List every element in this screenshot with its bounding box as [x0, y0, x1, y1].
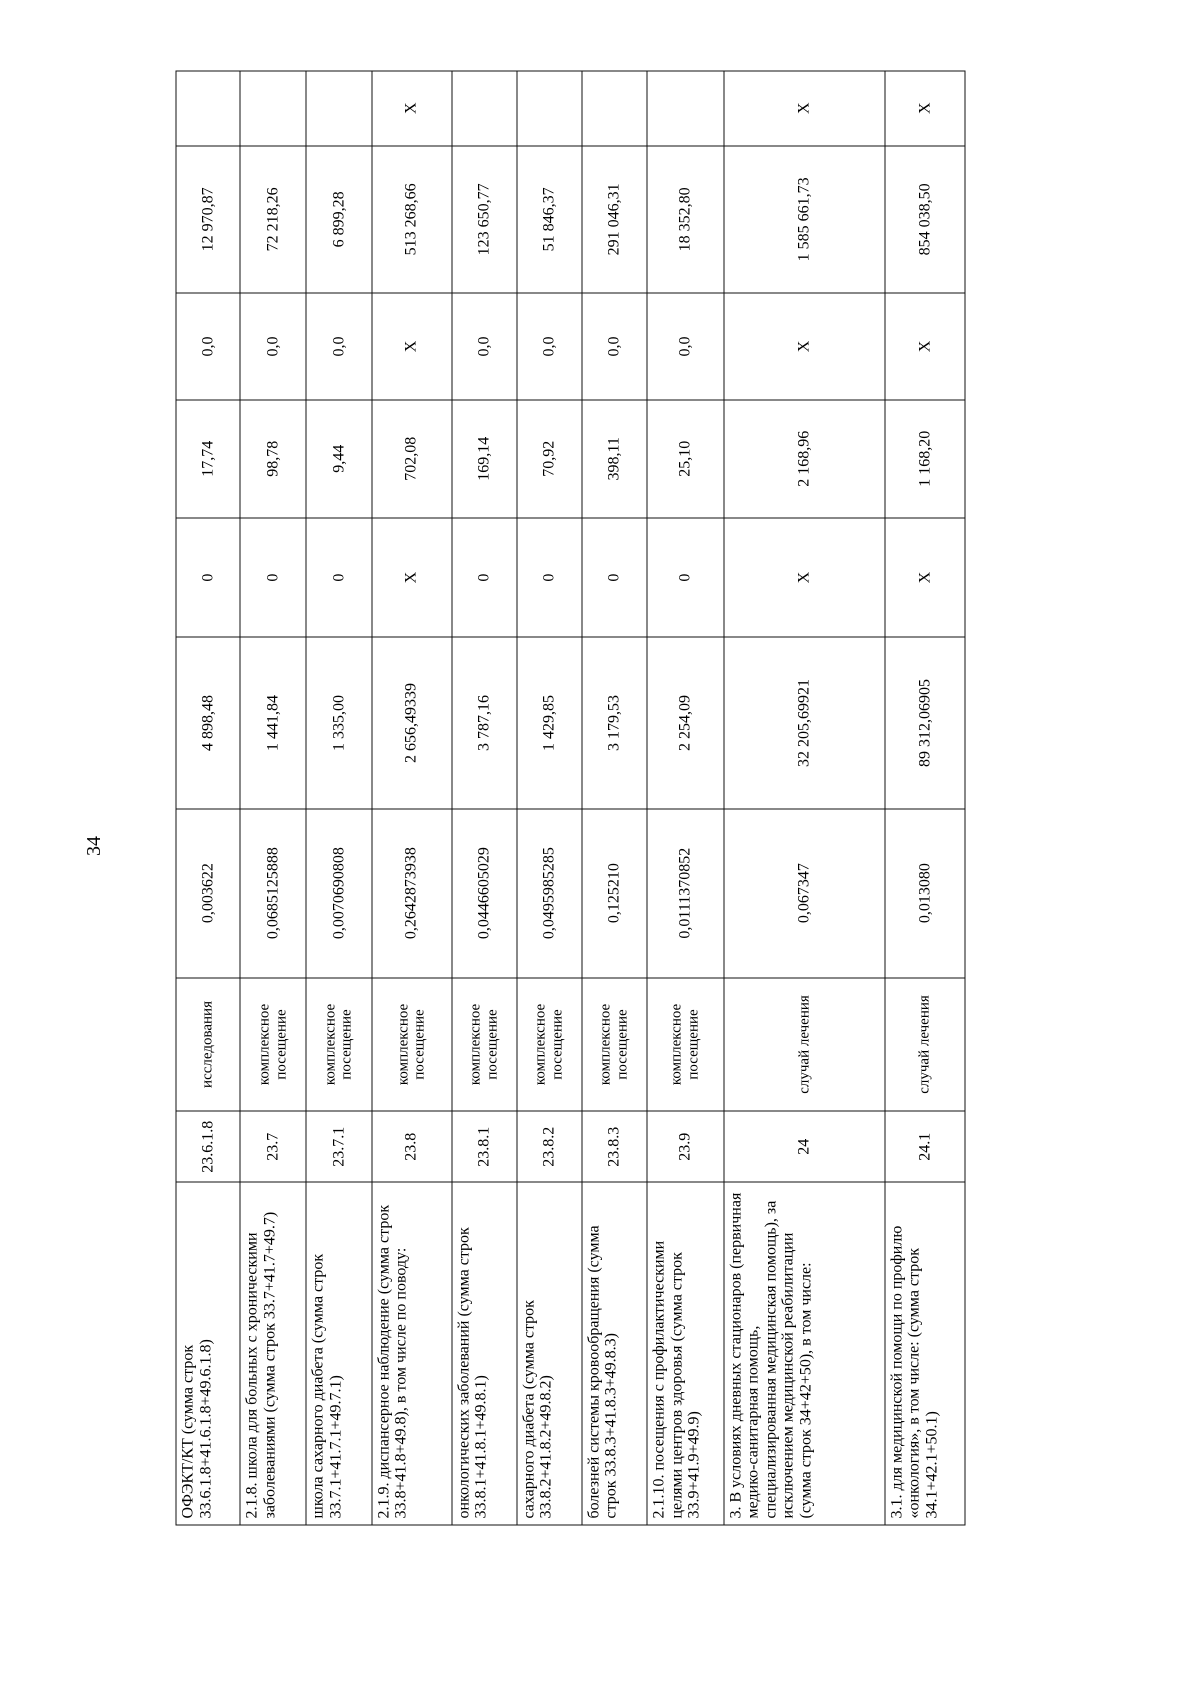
row-code-cell: 23.8.3: [581, 1111, 646, 1182]
per-capita-oms-cell: 1 168,20: [884, 399, 964, 517]
per-capita-budget-cell: 0: [240, 517, 306, 636]
table-row: [884, 71, 964, 1525]
cost-oms-cell: 123 650,77: [451, 145, 516, 293]
row-name-cell: 3. В условиях дневных стационаров (первичная медико-санитарная помощь, специализированная медицинская помощь), за исключением медицинской реабилитации (сумма строк 34+42+50), в том числе:: [723, 1182, 884, 1525]
volume-norm-cell: 0,0070690808: [306, 808, 371, 977]
volume-norm-cell: 0,0111370852: [647, 808, 724, 977]
per-capita-oms-cell: 70,92: [516, 399, 581, 517]
share-cell: [451, 71, 516, 146]
per-capita-oms-cell: 702,08: [371, 399, 451, 517]
table-row: [371, 71, 451, 1525]
row-code-cell: 23.7: [240, 1111, 306, 1182]
cost-norm-cell: 1 429,85: [516, 637, 581, 808]
table-row: [451, 71, 516, 1525]
row-name-cell: 3.1. для медицинской помощи по профилю «онкология», в том числе: (сумма строк 34.1+42.1+50.1): [884, 1182, 964, 1525]
row-name-cell: 2.1.8. школа для больных с хроническими заболеваниями (сумма строк 33.7+41.7+49.7): [240, 1182, 306, 1525]
row-name-cell: онкологических заболеваний (сумма строк 33.8.1+41.8.1+49.8.1): [451, 1182, 516, 1525]
cost-budget-cell: Х: [371, 293, 451, 399]
per-capita-budget-cell: Х: [371, 517, 451, 636]
cost-norm-cell: 3 179,53: [581, 637, 646, 808]
cost-budget-cell: 0,0: [240, 293, 306, 399]
share-cell: [240, 71, 306, 146]
share-cell: Х: [884, 71, 964, 146]
unit-of-measure-cell: случай лечения: [723, 977, 884, 1111]
cost-norm-cell: 1 335,00: [306, 637, 371, 808]
per-capita-budget-cell: Х: [723, 517, 884, 636]
unit-of-measure-cell: случай лечения: [884, 977, 964, 1111]
per-capita-budget-cell: 0: [176, 517, 240, 636]
per-capita-budget-cell: Х: [884, 517, 964, 636]
cost-budget-cell: Х: [884, 293, 964, 399]
unit-of-measure-cell: комплексное посещение: [581, 977, 646, 1111]
share-cell: [581, 71, 646, 146]
per-capita-oms-cell: 25,10: [647, 399, 724, 517]
page-number: 34: [83, 836, 105, 856]
volume-norm-cell: 0,013080: [884, 808, 964, 977]
row-name-cell: 2.1.10. посещения с профилактическими целями центров здоровья (сумма строк 33.9+41.9+49.9): [647, 1182, 724, 1525]
table-row: [176, 71, 240, 1525]
unit-of-measure-cell: комплексное посещение: [306, 977, 371, 1111]
row-code-cell: 23.8.1: [451, 1111, 516, 1182]
financial-norms-table: [175, 70, 965, 1525]
share-cell: Х: [371, 71, 451, 146]
unit-of-measure-cell: исследования: [176, 977, 240, 1111]
volume-norm-cell: 0,125210: [581, 808, 646, 977]
cost-norm-cell: 1 441,84: [240, 637, 306, 808]
rotated-table-container: [175, 70, 965, 1525]
cost-budget-cell: 0,0: [516, 293, 581, 399]
per-capita-oms-cell: 17,74: [176, 399, 240, 517]
volume-norm-cell: 0,0446605029: [451, 808, 516, 977]
table-row: [240, 71, 306, 1525]
cost-budget-cell: Х: [723, 293, 884, 399]
unit-of-measure-cell: комплексное посещение: [647, 977, 724, 1111]
row-code-cell: 23.8: [371, 1111, 451, 1182]
row-code-cell: 24.1: [884, 1111, 964, 1182]
cost-budget-cell: 0,0: [306, 293, 371, 399]
cost-norm-cell: 89 312,06905: [884, 637, 964, 808]
per-capita-oms-cell: 9,44: [306, 399, 371, 517]
cost-oms-cell: 18 352,80: [647, 145, 724, 293]
cost-norm-cell: 4 898,48: [176, 637, 240, 808]
unit-of-measure-cell: комплексное посещение: [240, 977, 306, 1111]
cost-oms-cell: 1 585 661,73: [723, 145, 884, 293]
cost-budget-cell: 0,0: [647, 293, 724, 399]
row-name-cell: болезней системы кровообращения (сумма строк 33.8.3+41.8.3+49.8.3): [581, 1182, 646, 1525]
cost-norm-cell: 3 787,16: [451, 637, 516, 808]
share-cell: [176, 71, 240, 146]
per-capita-budget-cell: 0: [647, 517, 724, 636]
cost-oms-cell: 854 038,50: [884, 145, 964, 293]
per-capita-oms-cell: 398,11: [581, 399, 646, 517]
cost-budget-cell: 0,0: [176, 293, 240, 399]
unit-of-measure-cell: комплексное посещение: [371, 977, 451, 1111]
per-capita-oms-cell: 2 168,96: [723, 399, 884, 517]
per-capita-budget-cell: 0: [451, 517, 516, 636]
table-row: [723, 71, 884, 1525]
volume-norm-cell: 0,003622: [176, 808, 240, 977]
unit-of-measure-cell: комплексное посещение: [451, 977, 516, 1111]
table-row: [647, 71, 724, 1525]
row-name-cell: школа сахарного диабета (сумма строк 33.7.1+41.7.1+49.7.1): [306, 1182, 371, 1525]
volume-norm-cell: 0,2642873938: [371, 808, 451, 977]
cost-oms-cell: 51 846,37: [516, 145, 581, 293]
per-capita-budget-cell: 0: [516, 517, 581, 636]
cost-oms-cell: 291 046,31: [581, 145, 646, 293]
row-name-cell: ОФЭКТ/КТ (сумма строк 33.6.1.8+41.6.1.8+49.6.1.8): [176, 1182, 240, 1525]
cost-budget-cell: 0,0: [581, 293, 646, 399]
share-cell: [516, 71, 581, 146]
row-code-cell: 23.6.1.8: [176, 1111, 240, 1182]
per-capita-budget-cell: 0: [581, 517, 646, 636]
cost-budget-cell: 0,0: [451, 293, 516, 399]
share-cell: Х: [723, 71, 884, 146]
cost-oms-cell: 513 268,66: [371, 145, 451, 293]
row-code-cell: 23.8.2: [516, 1111, 581, 1182]
volume-norm-cell: 0,067347: [723, 808, 884, 977]
cost-oms-cell: 72 218,26: [240, 145, 306, 293]
cost-oms-cell: 12 970,87: [176, 145, 240, 293]
row-name-cell: 2.1.9. диспансерное наблюдение (сумма строк 33.8+41.8+49.8), в том числе по поводу:: [371, 1182, 451, 1525]
table-row: [581, 71, 646, 1525]
share-cell: [647, 71, 724, 146]
cost-norm-cell: 32 205,69921: [723, 637, 884, 808]
per-capita-oms-cell: 169,14: [451, 399, 516, 517]
share-cell: [306, 71, 371, 146]
row-name-cell: сахарного диабета (сумма строк 33.8.2+41.8.2+49.8.2): [516, 1182, 581, 1525]
table-row: [306, 71, 371, 1525]
per-capita-oms-cell: 98,78: [240, 399, 306, 517]
row-code-cell: 24: [723, 1111, 884, 1182]
volume-norm-cell: 0,0495985285: [516, 808, 581, 977]
cost-norm-cell: 2 656,49339: [371, 637, 451, 808]
row-code-cell: 23.7.1: [306, 1111, 371, 1182]
unit-of-measure-cell: комплексное посещение: [516, 977, 581, 1111]
volume-norm-cell: 0,0685125888: [240, 808, 306, 977]
table-row: [516, 71, 581, 1525]
per-capita-budget-cell: 0: [306, 517, 371, 636]
row-code-cell: 23.9: [647, 1111, 724, 1182]
cost-oms-cell: 6 899,28: [306, 145, 371, 293]
cost-norm-cell: 2 254,09: [647, 637, 724, 808]
